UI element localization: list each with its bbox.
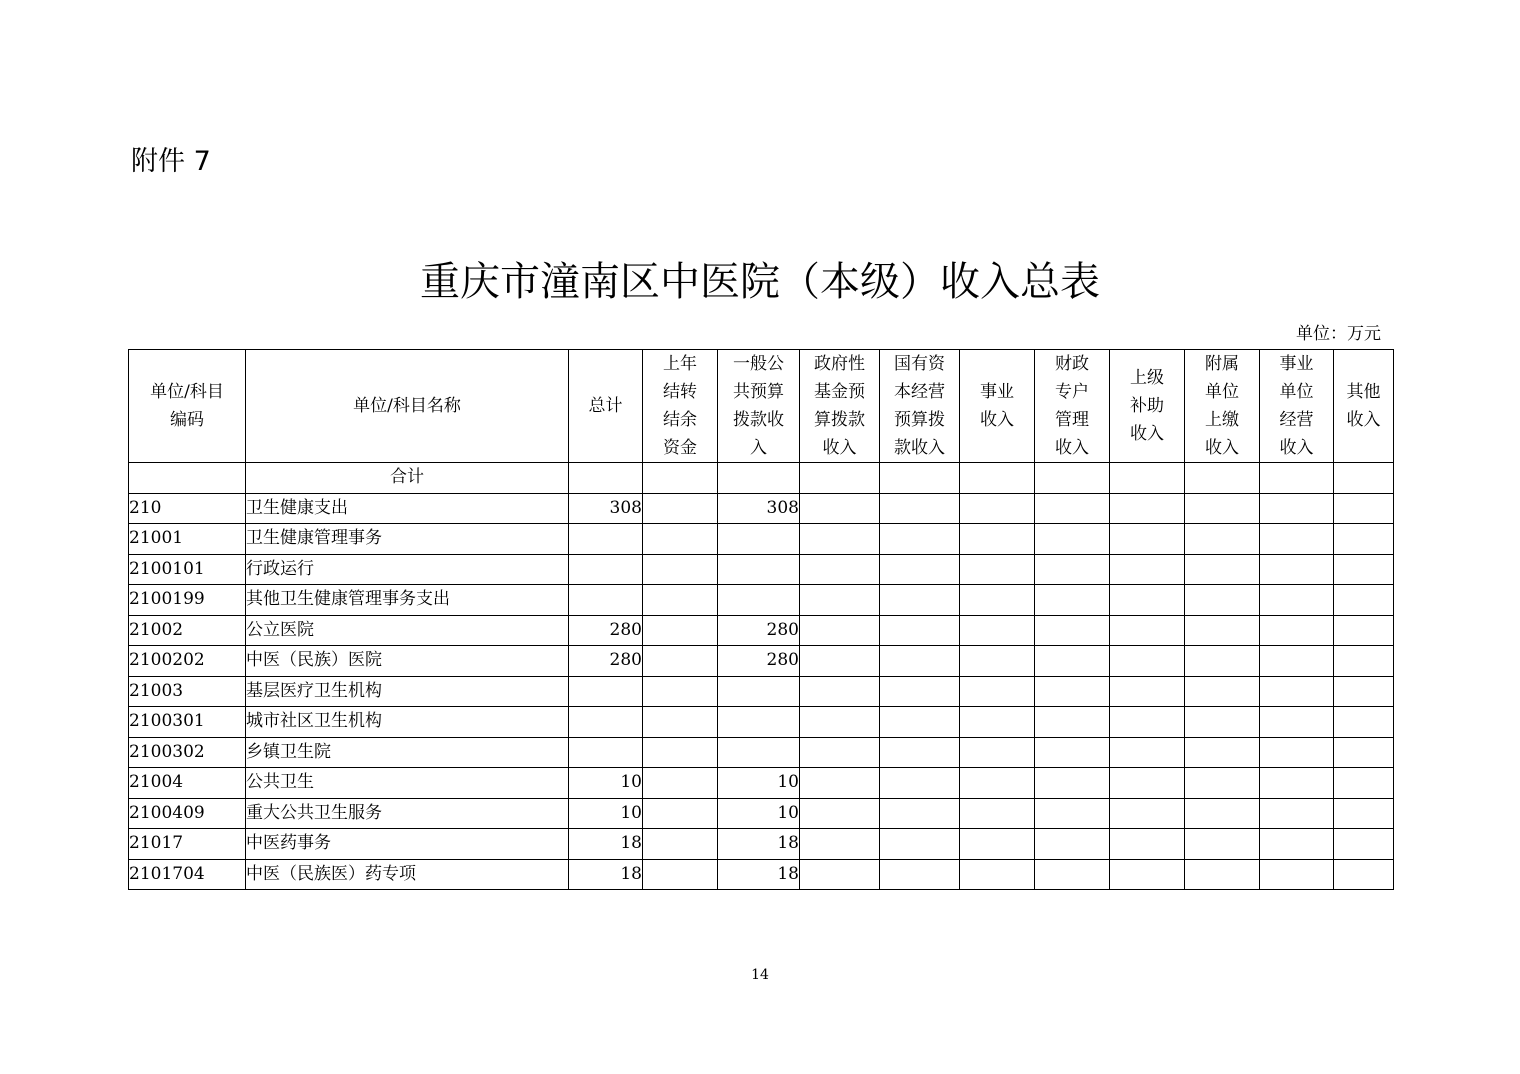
cell-business-operation [1260,707,1334,738]
cell-code: 2100301 [129,707,246,738]
cell-carryover [643,493,718,524]
table-row [129,737,1394,768]
cell-affiliated-remit [1185,554,1260,585]
cell-carryover [643,463,718,494]
cell-affiliated-remit [1185,646,1260,677]
cell-total: 280 [569,646,643,677]
header-general-budget: 一般公共预算拨款收入 [718,350,800,463]
cell-carryover [643,768,718,799]
header-affiliated-remit: 附属单位上缴收入 [1185,350,1260,463]
cell-business-operation [1260,646,1334,677]
cell-code [129,463,246,494]
cell-special-mgmt [1035,829,1110,860]
cell-total [569,585,643,616]
header-gov-fund: 政府性基金预算拨款收入 [800,350,880,463]
cell-other-income [1334,554,1394,585]
cell-general-budget [718,676,800,707]
cell-business-income [960,829,1035,860]
cell-state-capital [880,707,960,738]
cell-business-income [960,554,1035,585]
cell-other-income [1334,463,1394,494]
cell-affiliated-remit [1185,798,1260,829]
cell-code: 21002 [129,615,246,646]
cell-business-income [960,798,1035,829]
cell-superior-subsidy [1110,798,1185,829]
table-row [129,859,1394,890]
cell-affiliated-remit [1185,463,1260,494]
table-row [129,646,1394,677]
table-row [129,463,1394,494]
cell-business-operation [1260,768,1334,799]
cell-state-capital [880,798,960,829]
cell-gov-fund [800,859,880,890]
cell-special-mgmt [1035,859,1110,890]
header-total: 总计 [569,350,643,463]
cell-carryover [643,585,718,616]
cell-total [569,737,643,768]
cell-business-income [960,585,1035,616]
cell-general-budget [718,554,800,585]
cell-special-mgmt [1035,463,1110,494]
cell-affiliated-remit [1185,585,1260,616]
cell-business-operation [1260,554,1334,585]
cell-general-budget [718,463,800,494]
cell-code: 21004 [129,768,246,799]
cell-gov-fund [800,585,880,616]
table-row [129,585,1394,616]
cell-name: 重大公共卫生服务 [246,798,569,829]
header-state-capital: 国有资本经营预算拨款收入 [880,350,960,463]
cell-code: 2100101 [129,554,246,585]
cell-state-capital [880,676,960,707]
cell-special-mgmt [1035,554,1110,585]
cell-total [569,554,643,585]
cell-total: 10 [569,768,643,799]
cell-gov-fund [800,676,880,707]
cell-carryover [643,829,718,860]
table-row [129,707,1394,738]
cell-total [569,707,643,738]
cell-name: 公共卫生 [246,768,569,799]
cell-business-operation [1260,463,1334,494]
cell-business-operation [1260,859,1334,890]
cell-gov-fund [800,768,880,799]
cell-business-operation [1260,798,1334,829]
cell-general-budget: 308 [718,493,800,524]
cell-general-budget [718,737,800,768]
cell-superior-subsidy [1110,646,1185,677]
cell-other-income [1334,646,1394,677]
page-title: 重庆市潼南区中医院（本级）收入总表 [420,259,1100,305]
cell-superior-subsidy [1110,737,1185,768]
cell-superior-subsidy [1110,463,1185,494]
cell-affiliated-remit [1185,859,1260,890]
table-row [129,798,1394,829]
cell-state-capital [880,768,960,799]
cell-total: 10 [569,798,643,829]
table-row [129,554,1394,585]
cell-business-income [960,707,1035,738]
cell-affiliated-remit [1185,829,1260,860]
cell-total [569,463,643,494]
cell-code: 2101704 [129,859,246,890]
unit-label: 单位：万元 [1296,324,1381,344]
cell-gov-fund [800,829,880,860]
cell-state-capital [880,646,960,677]
cell-state-capital [880,829,960,860]
cell-name: 中医（民族医）药专项 [246,859,569,890]
cell-superior-subsidy [1110,676,1185,707]
header-code: 单位/科目编码 [129,350,246,463]
cell-other-income [1334,524,1394,555]
cell-name: 乡镇卫生院 [246,737,569,768]
cell-gov-fund [800,524,880,555]
cell-general-budget [718,585,800,616]
cell-code: 2100199 [129,585,246,616]
cell-business-income [960,859,1035,890]
cell-gov-fund [800,615,880,646]
cell-name: 中医药事务 [246,829,569,860]
cell-other-income [1334,493,1394,524]
cell-code: 21003 [129,676,246,707]
cell-general-budget: 280 [718,646,800,677]
header-special-mgmt: 财政专户管理收入 [1035,350,1110,463]
cell-state-capital [880,859,960,890]
cell-affiliated-remit [1185,707,1260,738]
header-business-operation: 事业单位经营收入 [1260,350,1334,463]
table-header-row [129,350,1394,463]
cell-carryover [643,615,718,646]
cell-code: 21001 [129,524,246,555]
cell-carryover [643,798,718,829]
income-table [128,349,1394,890]
cell-name: 卫生健康支出 [246,493,569,524]
cell-code: 210 [129,493,246,524]
cell-code: 2100409 [129,798,246,829]
page-number: 14 [751,967,769,983]
cell-business-income [960,737,1035,768]
cell-special-mgmt [1035,737,1110,768]
cell-general-budget [718,524,800,555]
cell-total [569,676,643,707]
attachment-label: 附件 7 [131,146,211,177]
header-business-income: 事业收入 [960,350,1035,463]
cell-carryover [643,737,718,768]
cell-affiliated-remit [1185,676,1260,707]
cell-business-operation [1260,493,1334,524]
cell-other-income [1334,859,1394,890]
table-row [129,524,1394,555]
cell-business-operation [1260,676,1334,707]
cell-special-mgmt [1035,768,1110,799]
cell-name: 公立医院 [246,615,569,646]
cell-other-income [1334,615,1394,646]
cell-gov-fund [800,646,880,677]
cell-business-income [960,768,1035,799]
cell-superior-subsidy [1110,707,1185,738]
cell-business-income [960,463,1035,494]
cell-carryover [643,554,718,585]
cell-business-operation [1260,585,1334,616]
cell-general-budget: 10 [718,798,800,829]
cell-business-operation [1260,524,1334,555]
cell-special-mgmt [1035,646,1110,677]
cell-gov-fund [800,493,880,524]
cell-other-income [1334,676,1394,707]
cell-special-mgmt [1035,524,1110,555]
header-name: 单位/科目名称 [246,350,569,463]
cell-state-capital [880,524,960,555]
cell-general-budget: 280 [718,615,800,646]
cell-state-capital [880,615,960,646]
cell-state-capital [880,493,960,524]
table-row [129,768,1394,799]
cell-name: 行政运行 [246,554,569,585]
cell-special-mgmt [1035,585,1110,616]
cell-other-income [1334,585,1394,616]
cell-superior-subsidy [1110,524,1185,555]
cell-affiliated-remit [1185,615,1260,646]
cell-total: 308 [569,493,643,524]
cell-affiliated-remit [1185,768,1260,799]
cell-name: 基层医疗卫生机构 [246,676,569,707]
cell-special-mgmt [1035,615,1110,646]
cell-superior-subsidy [1110,493,1185,524]
cell-special-mgmt [1035,493,1110,524]
cell-state-capital [880,585,960,616]
header-other-income: 其他收入 [1334,350,1394,463]
cell-carryover [643,707,718,738]
cell-state-capital [880,554,960,585]
cell-general-budget [718,707,800,738]
cell-code: 2100202 [129,646,246,677]
cell-name: 城市社区卫生机构 [246,707,569,738]
cell-affiliated-remit [1185,737,1260,768]
cell-superior-subsidy [1110,585,1185,616]
cell-total [569,524,643,555]
cell-total: 18 [569,859,643,890]
cell-affiliated-remit [1185,524,1260,555]
cell-name: 其他卫生健康管理事务支出 [246,585,569,616]
cell-code: 2100302 [129,737,246,768]
cell-gov-fund [800,554,880,585]
cell-name: 中医（民族）医院 [246,646,569,677]
cell-business-income [960,676,1035,707]
cell-affiliated-remit [1185,493,1260,524]
cell-gov-fund [800,463,880,494]
cell-superior-subsidy [1110,768,1185,799]
cell-superior-subsidy [1110,829,1185,860]
table-row [129,615,1394,646]
cell-other-income [1334,768,1394,799]
cell-gov-fund [800,707,880,738]
cell-name: 卫生健康管理事务 [246,524,569,555]
cell-total: 280 [569,615,643,646]
cell-special-mgmt [1035,676,1110,707]
cell-gov-fund [800,737,880,768]
cell-gov-fund [800,798,880,829]
cell-business-income [960,646,1035,677]
cell-special-mgmt [1035,798,1110,829]
table-row [129,493,1394,524]
cell-superior-subsidy [1110,615,1185,646]
cell-state-capital [880,463,960,494]
cell-carryover [643,646,718,677]
cell-business-operation [1260,737,1334,768]
cell-business-income [960,493,1035,524]
table-row [129,676,1394,707]
cell-carryover [643,524,718,555]
cell-other-income [1334,829,1394,860]
cell-other-income [1334,798,1394,829]
table-row [129,829,1394,860]
cell-general-budget: 18 [718,829,800,860]
cell-business-operation [1260,829,1334,860]
cell-superior-subsidy [1110,859,1185,890]
header-carryover: 上年结转结余资金 [643,350,718,463]
cell-other-income [1334,737,1394,768]
cell-general-budget: 18 [718,859,800,890]
cell-code: 21017 [129,829,246,860]
cell-carryover [643,859,718,890]
cell-name: 合计 [246,463,569,494]
cell-other-income [1334,707,1394,738]
cell-state-capital [880,737,960,768]
cell-special-mgmt [1035,707,1110,738]
cell-business-income [960,615,1035,646]
cell-business-operation [1260,615,1334,646]
header-superior-subsidy: 上级补助收入 [1110,350,1185,463]
cell-total: 18 [569,829,643,860]
cell-general-budget: 10 [718,768,800,799]
cell-superior-subsidy [1110,554,1185,585]
cell-carryover [643,676,718,707]
cell-business-income [960,524,1035,555]
